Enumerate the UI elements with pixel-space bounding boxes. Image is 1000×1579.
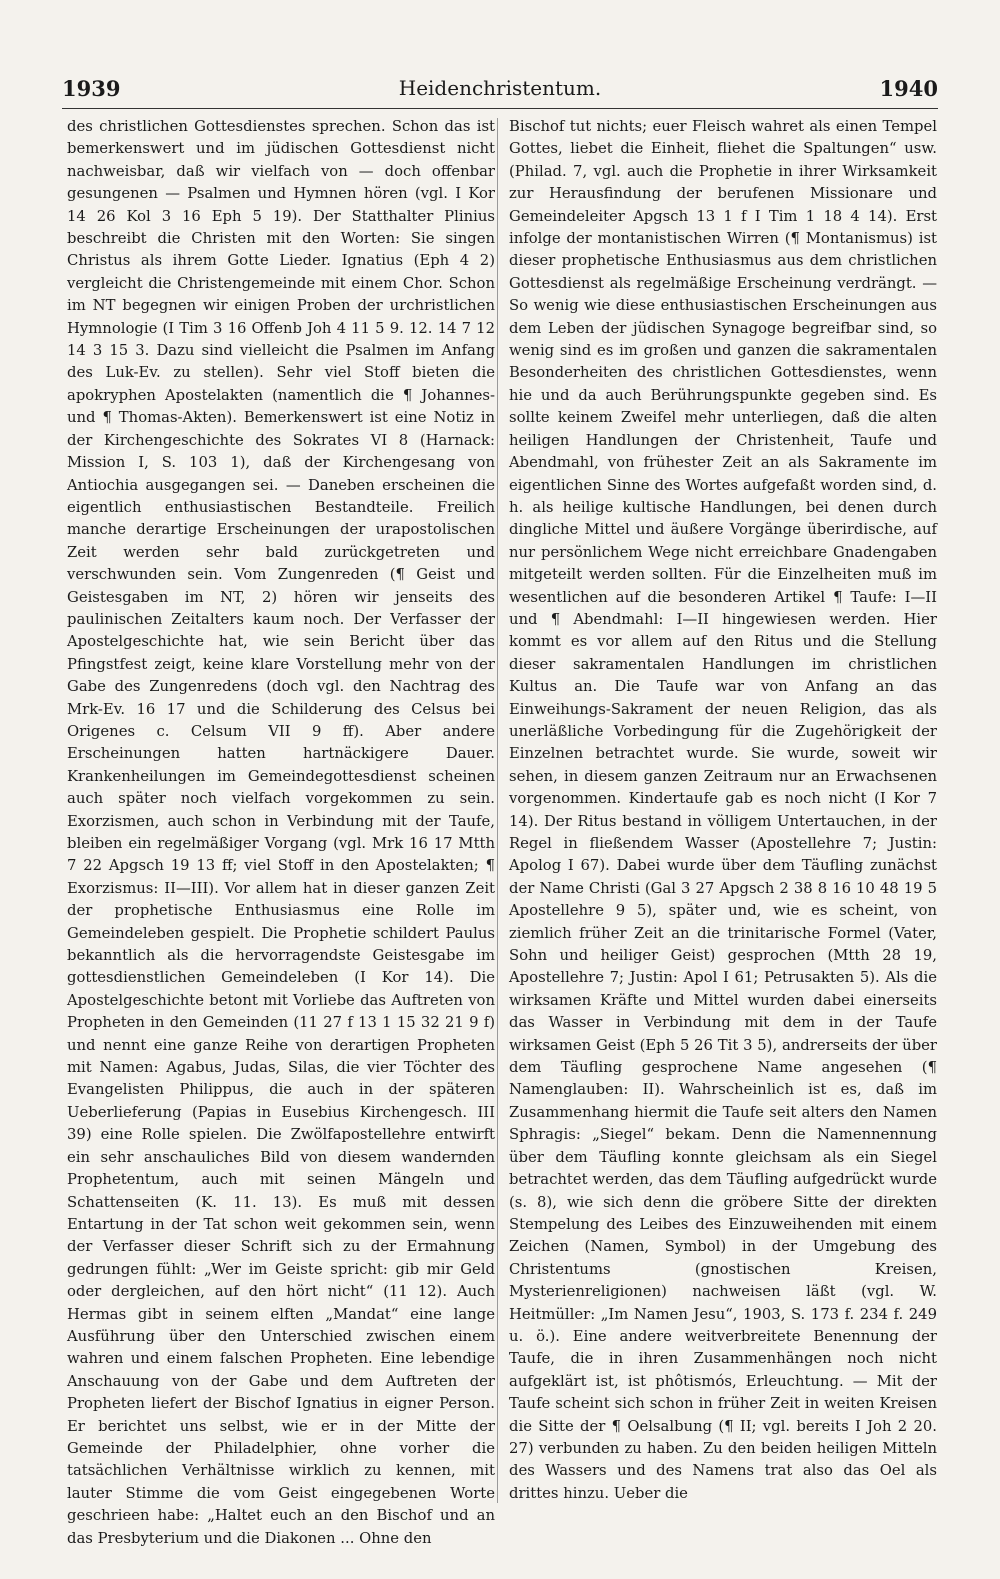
page-number-right: 1940	[879, 76, 938, 101]
column-right-text: Bischof tut nichts; euer Fleisch wahret als einen Tempel Gottes, liebet die Einheit, fliehet die Spaltungen“ usw. (Philad. 7, vgl. auch die Prophetie in ihrer Wirksamkeit zur Herausfindung der berufenen Missionare und Gemeindeleiter Apgsch 13 1 f I Tim 1 18 4 14). Erst infolge der montanistischen Wirren (¶ Montanismus) ist dieser prophetische Enthusiasmus aus dem christlichen Gottesdienst als regelmäßige Erscheinung verdrängt. — So wenig wie diese enthusiastischen Erscheinungen aus dem Leben der jüdischen Synagoge begreifbar sind, so wenig sind es im großen und ganzen die sakramentalen Besonderheiten des christlichen Gottesdienstes, wenn hie und da auch Berührungspunkte gegeben sind. Es sollte keinem Zweifel mehr unterliegen, daß die alten heiligen Handlungen der Christenheit, Taufe und Abendmahl, von frühester Zeit an als Sakramente im eigentlichen Sinne des Wortes aufgefaßt worden sind, d. h. als heilige kultische Handlungen, bei denen durch dingliche Mittel und äußere Vorgänge überirdische, auf nur persönlichem Wege nicht erreichbare Gnadengaben mitgeteilt werden sollten. Für die Einzelheiten muß im wesentlichen auf die besonderen Artikel ¶ Taufe: I—II und ¶ Abendmahl: I—II hingewiesen werden. Hier kommt es vor allem auf den Ritus und die Stellung dieser sakramentalen Handlungen im christlichen Kultus an. Die Taufe war von Anfang an das Einweihungs-Sakrament der neuen Religion, das als unerläßliche Vorbedingung für die Zugehörigkeit der Einzelnen betrachtet wurde. Sie wurde, soweit wir sehen, in diesem ganzen Zeitraum nur an Erwachsenen vorgenommen. Kindertaufe gab es noch nicht (I Kor 7 14). Der Ritus bestand in völligem Untertauchen, in der Regel in fließendem Wasser (Apostellehre 7; Justin: Apolog I 67). Dabei wurde über dem Täufling zunächst der Name Christi (Gal 3 27 Apgsch 2 38 8 16 10 48 19 5 Apostellehre 9 5), später und, wie es scheint, von ziemlich früher Zeit an die trinitarische Formel (Vater, Sohn und heiliger Geist) gesprochen (Mtth 28 19, Apostellehre 7; Justin: Apol I 61; Petrusakten 5). Als die wirksamen Kräfte und Mittel wurden dabei einerseits das Wasser in Verbindung mit dem in der Taufe wirksamen Geist (Eph 5 26 Tit 3 5), andrerseits der über dem Täufling gesprochene Name angesehen (¶ Namenglauben: II). Wahrscheinlich ist es, daß im Zusammenhang hiermit die Taufe seit alters den Namen Sphragis: „Siegel“ bekam. Denn die Namennennung über dem Täufling konnte gleichsam als ein Siegel betrachtet werden, das dem Täufling aufgedrückt wurde (s. 8), wie sich denn die gröbere Sitte der direkten Stempelung des Leibes des Einzuweihenden mit einem Zeichen (Namen, Symbol) in der Umgebung des Christentums (gnostischen Kreisen, Mysterienreligionen) nachweisen läßt (vgl. W. Heitmüller: „Im Namen Jesu“, 1903, S. 173 f. 234 f. 249 u. ö.). Eine andere weitverbreitete Benennung der Taufe, die in ihren Zusammenhängen noch nicht aufgeklärt ist, ist phôtismós, Erleuchtung. — Mit der Taufe scheint sich schon in früher Zeit in weiten Kreisen die Sitte der ¶ Oelsalbung (¶ II; vgl. bereits I Joh 2 20. 27) verbunden zu haben. Zu den beiden heiligen Mitteln des Wassers und des Namens trat also das Oel als drittes hinzu. Ueber die	[509, 118, 937, 1502]
page-number-left: 1939	[62, 76, 121, 101]
running-title: Heidenchristentum.	[398, 76, 602, 100]
text-column-left	[67, 116, 495, 1547]
text-column-right	[509, 116, 937, 1504]
running-header	[62, 70, 938, 108]
column-left-text: des christlichen Gottesdienstes sprechen. Schon das ist bemerkenswert und im jüdischen Gottesdienst nicht nachweisbar, daß wir vielfach von — doch offenbar gesungenen — Psalmen und Hymnen hören (vgl. I Kor 14 26 Kol 3 16 Eph 5 19). Der Statthalter Plinius beschreibt die Christen mit den Worten: Sie singen Christus als ihrem Gotte Lieder. Ignatius (Eph 4 2) vergleicht die Christengemeinde mit einem Chor. Schon im NT begegnen wir einigen Proben der urchristlichen Hymnologie (I Tim 3 16 Offenb Joh 4 11 5 9. 12. 14 7 12 14 3 15 3. Dazu sind vielleicht die Psalmen im Anfang des Luk-Ev. zu stellen). Sehr viel Stoff bieten die apokryphen Apostelakten (namentlich die ¶ Johannes- und ¶ Thomas-Akten). Bemerkenswert ist eine Notiz in der Kirchengeschichte des Sokrates VI 8 (Harnack: Mission I, S. 103 1), daß der Kirchengesang von Antiochia ausgegangen sei. — Daneben erscheinen die eigentlich enthusiastischen Bestandteile. Freilich manche derartige Erscheinungen der urapostolischen Zeit werden sehr bald zurückgetreten und verschwunden sein. Vom Zungenreden (¶ Geist und Geistesgaben im NT, 2) hören wir jenseits des paulinischen Zeitalters kaum noch. Der Verfasser der Apostelgeschichte hat, wie sein Bericht über das Pfingstfest zeigt, keine klare Vorstellung mehr von der Gabe des Zungenredens (doch vgl. den Nachtrag des Mrk-Ev. 16 17 und die Schilderung des Celsus bei Origenes c. Celsum VII 9 ff). Aber andere Erscheinungen hatten hartnäckigere Dauer. Krankenheilungen im Gemeindegottesdienst scheinen auch später noch vielfach vorgekommen zu sein. Exorzismen, auch schon in Verbindung mit der Taufe, bleiben ein regelmäßiger Vorgang (vgl. Mrk 16 17 Mtth 7 22 Apgsch 19 13 ff; viel Stoff in den Apostelakten; ¶ Exorzismus: II—III). Vor allem hat in dieser ganzen Zeit der prophetische Enthusiasmus eine Rolle im Gemeindeleben gespielt. Die Prophetie schildert Paulus bekanntlich als die hervorragendste Geistesgabe im gottesdienstlichen Gemeindeleben (I Kor 14). Die Apostelgeschichte betont mit Vorliebe das Auftreten von Propheten in den Gemeinden (11 27 f 13 1 15 32 21 9 f) und nennt eine ganze Reihe von derartigen Propheten mit Namen: Agabus, Judas, Silas, die vier Töchter des Evangelisten Philippus, die auch in der späteren Ueberlieferung (Papias in Eusebius Kirchengesch. III 39) eine Rolle spielen. Die Zwölfapostellehre entwirft ein sehr anschauliches Bild von diesem wandernden Prophetentum, auch mit seinen Mängeln und Schattenseiten (K. 11. 13). Es muß mit dessen Entartung in der Tat schon weit gekommen sein, wenn der Verfasser dieser Schrift sich zu der Ermahnung gedrungen fühlt: „Wer im Geiste spricht: gib mir Geld oder dergleichen, auf den hört nicht“ (11 12). Auch Hermas gibt in seinem elften „Mandat“ eine lange Ausführung über den Unterschied zwischen einem wahren und einem falschen Propheten. Eine lebendige Anschauung von der Gabe und dem Auftreten der Propheten liefert der Bischof Ignatius in eigner Person. Er berichtet uns selbst, wie er in der Mitte der Gemeinde der Philadelphier, ohne vorher die tatsächlichen Verhältnisse wirklich zu kennen, mit lauter Stimme die vom Geist eingegebenen Worte geschrieen habe: „Haltet euch an den Bischof und an das Presbyterium und die Diakonen ... Ohne den	[67, 118, 495, 1547]
column-divider	[497, 118, 498, 1503]
header-rule	[62, 108, 938, 109]
